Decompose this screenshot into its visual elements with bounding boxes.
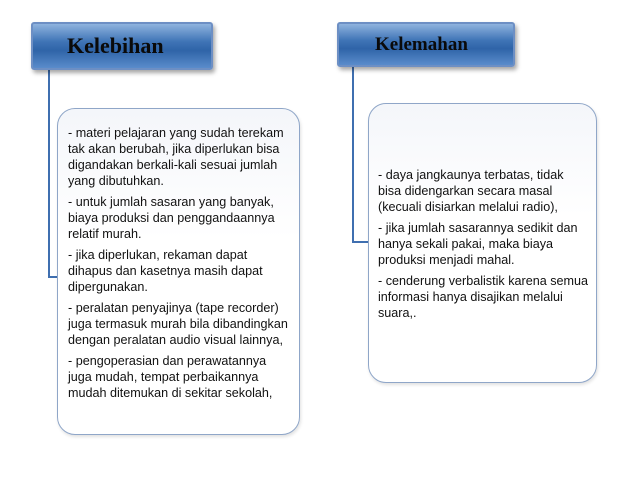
kelemahan-item-2: - jika jumlah sasarannya sedikit dan hanya sekali pakai, maka biaya produksi menjadi mahal. (378, 221, 578, 267)
kelebihan-item-4: - peralatan penyajinya (tape recorder) juga termasuk murah bila dibandingkan dengan peralatan audio visual lainnya, (68, 301, 288, 347)
kelebihan-item-1: - materi pelajaran yang sudah terekam tak akan berubah, jika diperlukan bisa digandakan berkali-kali sesuai jumlah yang dibutuhkan. (68, 126, 284, 188)
kelemahan-title: Kelemahan (375, 33, 468, 55)
kelebihan-item-3: - jika diperlukan, rekaman dapat dihapus dan kasetnya masih dapat dipergunakan. (68, 248, 263, 294)
kelemahan-item-1: - daya jangkaunya terbatas, tidak bisa didengarkan secara masal (kecuali disiarkan melalui radio), (378, 168, 564, 214)
kelebihan-title: Kelebihan (67, 33, 164, 58)
right-connector (353, 67, 368, 242)
kelemahan-box (368, 103, 597, 383)
kelebihan-item-2: - untuk jumlah sasaran yang banyak, biaya produksi dan penggandaannya relatif murah. (68, 195, 275, 241)
kelebihan-header (31, 22, 213, 70)
kelebihan-box (57, 108, 300, 435)
kelemahan-header (337, 22, 515, 67)
left-connector (49, 70, 57, 277)
kelebihan-item-5: - pengoperasian dan perawatannya juga mudah, tempat perbaikannya mudah ditemukan di sekitar sekolah, (68, 354, 273, 400)
kelemahan-item-3: - cenderung verbalistik karena semua informasi hanya disajikan melalui suara,. (378, 274, 589, 320)
